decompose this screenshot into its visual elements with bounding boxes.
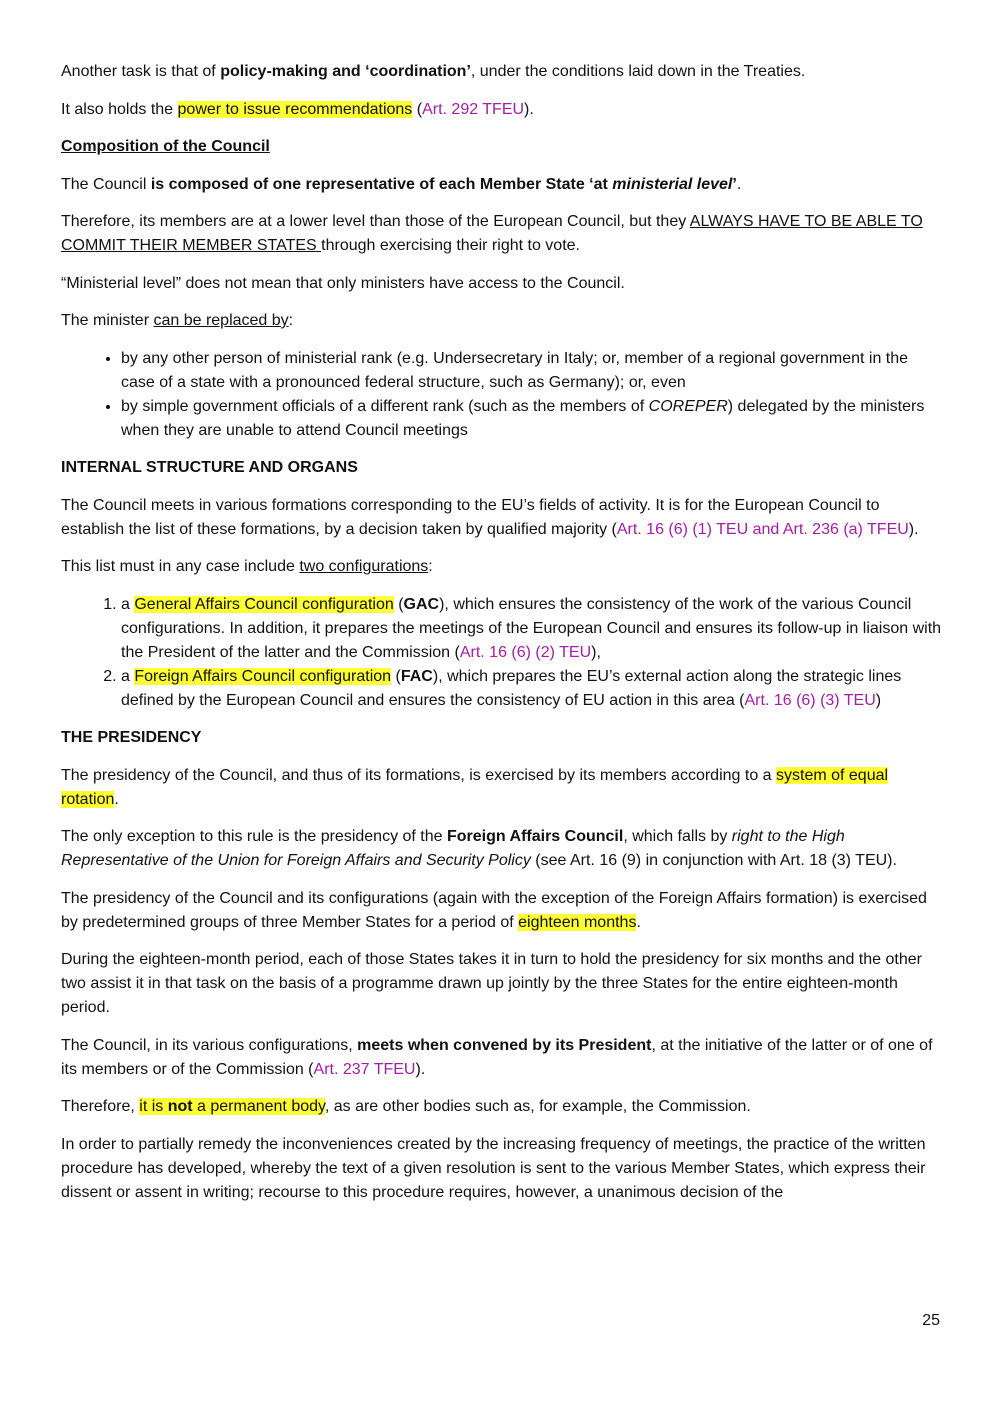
treaty-reference: Art. 16 (6) (3) TEU [744, 691, 876, 709]
text: , at the initiative of the latter or of one of its members or of the Commission ( [61, 1036, 933, 1078]
text: ( [412, 100, 423, 118]
text: The minister [61, 312, 154, 329]
bullet-item [121, 395, 943, 443]
treaty-reference: Art. 16 (6) (1) TEU and Art. 236 (a) TFEU [616, 520, 909, 538]
text: ). [415, 1060, 426, 1078]
text: , under the conditions laid down in the Treaties. [470, 63, 806, 80]
text: . [114, 790, 119, 808]
text: (see Art. 16 (9) in conjunction with Art. 18 (3) TEU). [530, 852, 897, 869]
numbered-item [121, 665, 943, 713]
bold-text: policy-making and ‘coordination’ [220, 63, 471, 80]
italic-text: COREPER [648, 397, 728, 415]
highlighted-text: power to issue recommendations [177, 100, 413, 118]
numbered-list-configurations [61, 593, 943, 713]
highlighted-text: eighteen months [518, 913, 637, 931]
text: ), which prepares the EU’s external action along the strategic lines defined by the European Council and ensures the consistency of EU action in this area ( [121, 667, 902, 709]
highlighted-text: Foreign Affairs Council configuration [134, 667, 392, 685]
section-heading-internal-structure: INTERNAL STRUCTURE AND ORGANS [61, 459, 358, 476]
paragraph-composition [61, 173, 943, 197]
treaty-reference: Art. 16 (6) (2) TEU [459, 643, 592, 661]
document-page [61, 60, 943, 1218]
highlighted-text: system of equal rotation [61, 766, 889, 808]
text: by any other person of ministerial rank (e.g. Undersecretary in Italy; or, member of a regional government in the case of a state with a pronounced federal structure, such as Germany); or, even [121, 349, 909, 391]
paragraph-rotation [61, 764, 943, 812]
bold-text: Foreign Affairs Council [447, 828, 624, 845]
text: This list must in any case include [61, 558, 300, 575]
text: through exercising their right to vote. [321, 237, 580, 254]
numbered-item [121, 593, 943, 665]
text: . [736, 175, 742, 193]
text: The presidency of the Council and its configurations (again with the exception of the Foreign Affairs formation) is exercised by predetermined groups of three Member States for a period of [61, 889, 927, 931]
paragraph-two-configurations [61, 555, 943, 579]
paragraph-period: During the eighteen-month period, each of those States takes it in turn to hold the presidency for six months and the other two assist it in that task on the basis of a programme drawn up jointly by the three States for the entire eighteen-month period. [61, 951, 922, 1016]
paragraph-ministerial-level: “Ministerial level” does not mean that only ministers have access to the Council. [61, 274, 625, 292]
bullet-item [121, 347, 943, 395]
text: ( [391, 667, 401, 685]
text: It also holds the [61, 100, 178, 118]
text: a [121, 667, 135, 685]
text: ). [524, 100, 534, 118]
paragraph-formations [61, 494, 943, 542]
text: The Council, in its various configurations, [61, 1036, 358, 1054]
highlighted-bold-text: not [167, 1098, 193, 1115]
text: ( [393, 595, 404, 613]
text: ), [591, 643, 601, 661]
underlined-text: can be replaced by [153, 312, 289, 329]
paragraph-policy-making [61, 60, 943, 84]
text: : [288, 312, 294, 329]
italic-text: right to the High Representative of the Union for Foreign Affairs and Security Policy [61, 828, 845, 869]
bullet-list-replacements [61, 347, 943, 443]
text: . [636, 913, 641, 931]
text: ) delegated by the ministers when they are unable to attend Council meetings [121, 397, 925, 439]
treaty-reference: Art. 237 TFEU [313, 1060, 416, 1078]
bold-text: is composed of one representative of each Member State ‘at [150, 175, 613, 193]
treaty-reference: Art. 292 TFEU [422, 100, 525, 118]
paragraph-recommendations [61, 98, 943, 122]
text: by simple government officials of a different rank (such as the members of [121, 397, 649, 415]
text: : [428, 558, 433, 575]
underlined-text: two configurations [299, 558, 429, 575]
text: Therefore, [61, 1098, 140, 1115]
text: , which falls by [623, 828, 732, 845]
paragraph-convened [61, 1034, 943, 1082]
paragraph-eighteen-months [61, 887, 943, 935]
bold-text: meets when convened by its President [357, 1036, 652, 1054]
highlighted-text: General Affairs Council configuration [134, 595, 394, 613]
paragraph-not-permanent [61, 1095, 943, 1119]
underlined-text: ALWAYS HAVE TO BE ABLE TO COMMIT THEIR MEMBER STATES [61, 213, 923, 254]
bold-text: GAC [403, 595, 440, 613]
text: Therefore, its members are at a lower level than those of the European Council, but they [61, 213, 690, 230]
bold-italic-text: ministerial level [612, 175, 733, 193]
text: ). [908, 520, 919, 538]
text: The Council [61, 175, 151, 193]
page-number: 25 [922, 1312, 940, 1329]
bold-text: ’ [732, 175, 737, 193]
text: The Council meets in various formations corresponding to the EU’s fields of activity. It is for the European Council to establish the list of these formations, by a decision taken by qualified majority ( [61, 496, 880, 538]
section-heading-composition: Composition of the Council [61, 138, 270, 155]
text: , as are other bodies such as, for example, the Commission. [324, 1098, 751, 1115]
highlighted-text: it is [139, 1098, 168, 1115]
text: Another task is that of [61, 63, 221, 80]
paragraph-replaced-by [61, 309, 943, 333]
section-heading-presidency: THE PRESIDENCY [61, 729, 202, 746]
bold-text: FAC [400, 667, 433, 685]
paragraph-members-level [61, 210, 943, 258]
text: ) [875, 691, 882, 709]
highlighted-text: a permanent body [192, 1098, 325, 1115]
paragraph-written-procedure: In order to partially remedy the inconveniences created by the increasing frequency of meetings, the practice of the written procedure has developed, whereby the text of a given resolution is sent to the various Member States, which express their dissent or assent in writing; recourse to this procedure requires, however, a unanimous decision of the [61, 1135, 926, 1201]
text: The presidency of the Council, and thus of its formations, is exercised by its members according to a [61, 766, 776, 784]
text: ), which ensures the consistency of the work of the various Council configurations. In addition, it prepares the meetings of the European Council and ensures its follow-up in liaison with the President of the latter and the Commission ( [121, 595, 942, 661]
text: The only exception to this rule is the presidency of the [61, 828, 447, 845]
paragraph-exception [61, 825, 943, 873]
text: a [121, 595, 135, 613]
